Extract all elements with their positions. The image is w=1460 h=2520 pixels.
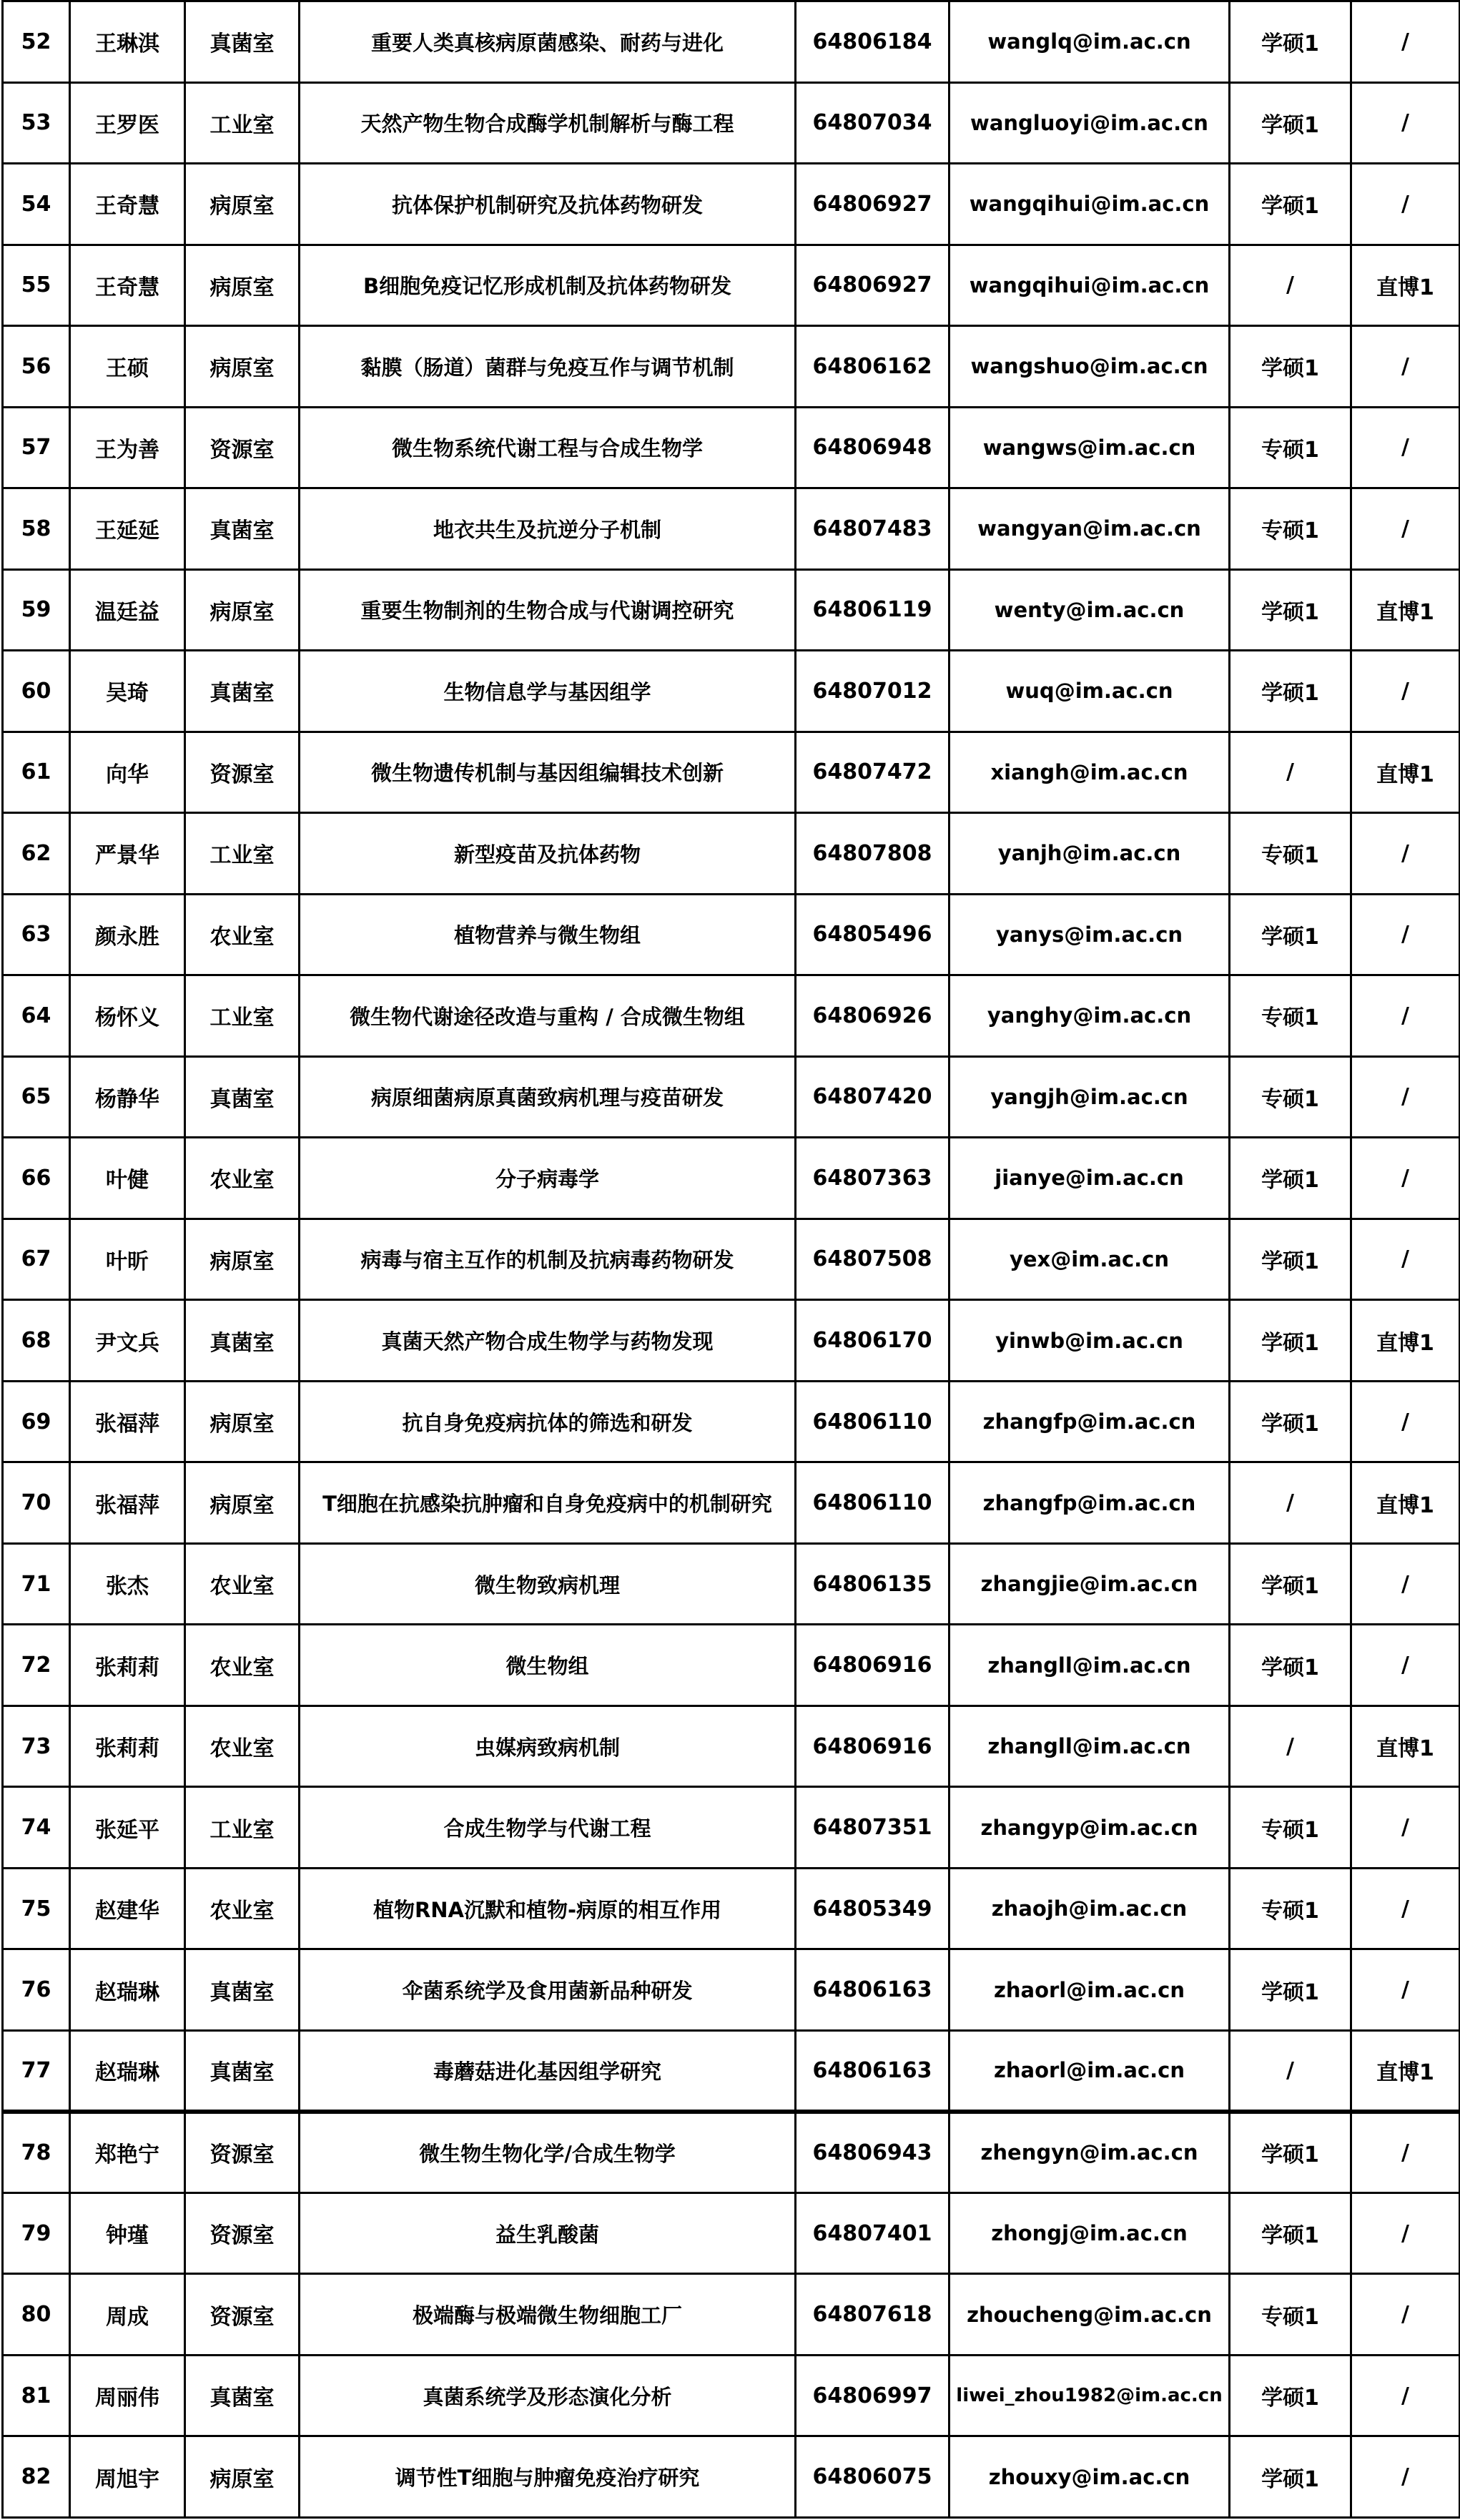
row-number-cell: 63 — [3, 894, 70, 975]
master-quota-cell: / — [1230, 245, 1351, 326]
email-cell: wangluoyi@im.ac.cn — [950, 82, 1230, 164]
department-cell: 农业室 — [185, 1543, 300, 1625]
phone-cell: 64805496 — [796, 894, 950, 975]
supervisor-name-cell: 赵建华 — [70, 1868, 185, 1949]
supervisor-name-cell: 郑艳宁 — [70, 2112, 185, 2193]
phone-cell: 64806163 — [796, 2030, 950, 2112]
master-quota-cell: 专硕1 — [1230, 2274, 1351, 2356]
row-number-cell: 52 — [3, 1, 70, 83]
research-topic-cell: 微生物系统代谢工程与合成生物学 — [300, 407, 796, 488]
row-number-cell: 64 — [3, 975, 70, 1057]
research-topic-cell: 极端酶与极端微生物细胞工厂 — [300, 2274, 796, 2356]
master-quota-cell: 专硕1 — [1230, 1056, 1351, 1138]
email-cell: wangws@im.ac.cn — [950, 407, 1230, 488]
email-cell: liwei_zhou1982@im.ac.cn — [950, 2355, 1230, 2436]
supervisor-name-cell: 张杰 — [70, 1543, 185, 1625]
row-number-cell: 53 — [3, 82, 70, 164]
master-quota-cell: 学硕1 — [1230, 1138, 1351, 1219]
table-row — [3, 894, 1460, 975]
supervisor-name-cell: 温廷益 — [70, 569, 185, 651]
row-number-cell: 80 — [3, 2274, 70, 2356]
department-cell: 真菌室 — [185, 2030, 300, 2112]
table-row — [3, 1, 1460, 83]
phone-cell: 64807034 — [796, 82, 950, 164]
research-topic-cell: 病毒与宿主互作的机制及抗病毒药物研发 — [300, 1219, 796, 1300]
phd-quota-cell: 直博1 — [1351, 569, 1460, 651]
research-topic-cell: 分子病毒学 — [300, 1138, 796, 1219]
research-topic-cell: 微生物致病机理 — [300, 1543, 796, 1625]
master-quota-cell: / — [1230, 2030, 1351, 2112]
master-quota-cell: 学硕1 — [1230, 326, 1351, 408]
phone-cell: 64806110 — [796, 1462, 950, 1544]
phd-quota-cell: 直博1 — [1351, 2030, 1460, 2112]
email-cell: zhongj@im.ac.cn — [950, 2192, 1230, 2274]
email-cell: zhouxy@im.ac.cn — [950, 2436, 1230, 2518]
phone-cell: 64806075 — [796, 2436, 950, 2518]
table-row — [3, 1787, 1460, 1869]
email-cell: zhangfp@im.ac.cn — [950, 1381, 1230, 1462]
research-topic-cell: 植物营养与微生物组 — [300, 894, 796, 975]
master-quota-cell: 学硕1 — [1230, 1219, 1351, 1300]
row-number-cell: 59 — [3, 569, 70, 651]
table-row — [3, 1949, 1460, 2031]
row-number-cell: 67 — [3, 1219, 70, 1300]
master-quota-cell: 专硕1 — [1230, 407, 1351, 488]
department-cell: 资源室 — [185, 2192, 300, 2274]
phone-cell: 64806170 — [796, 1300, 950, 1382]
phone-cell: 64807363 — [796, 1138, 950, 1219]
supervisor-name-cell: 钟瑾 — [70, 2192, 185, 2274]
phone-cell: 64806163 — [796, 1949, 950, 2031]
row-number-cell: 78 — [3, 2112, 70, 2193]
table-row — [3, 1138, 1460, 1219]
supervisor-name-cell: 王延延 — [70, 488, 185, 570]
phd-quota-cell: 直博1 — [1351, 1462, 1460, 1544]
department-cell: 农业室 — [185, 1138, 300, 1219]
supervisor-name-cell: 王琳淇 — [70, 1, 185, 83]
phd-quota-cell: / — [1351, 2192, 1460, 2274]
table-row — [3, 326, 1460, 408]
phd-quota-cell: / — [1351, 2355, 1460, 2436]
master-quota-cell: / — [1230, 732, 1351, 813]
row-number-cell: 70 — [3, 1462, 70, 1544]
supervisor-name-cell: 张福萍 — [70, 1462, 185, 1544]
supervisor-name-cell: 张福萍 — [70, 1381, 185, 1462]
row-number-cell: 60 — [3, 651, 70, 732]
row-number-cell: 77 — [3, 2030, 70, 2112]
phd-quota-cell: / — [1351, 2436, 1460, 2518]
row-number-cell: 69 — [3, 1381, 70, 1462]
master-quota-cell: / — [1230, 1706, 1351, 1787]
phd-quota-cell: / — [1351, 2274, 1460, 2356]
row-number-cell: 62 — [3, 813, 70, 895]
row-number-cell: 66 — [3, 1138, 70, 1219]
supervisor-name-cell: 赵瑞琳 — [70, 1949, 185, 2031]
row-number-cell: 73 — [3, 1706, 70, 1787]
department-cell: 资源室 — [185, 732, 300, 813]
phd-quota-cell: / — [1351, 326, 1460, 408]
table-row — [3, 2192, 1460, 2274]
phone-cell: 64806927 — [796, 245, 950, 326]
phd-quota-cell: / — [1351, 1787, 1460, 1869]
supervisor-name-cell: 周丽伟 — [70, 2355, 185, 2436]
email-cell: zhangll@im.ac.cn — [950, 1706, 1230, 1787]
table-row — [3, 569, 1460, 651]
research-topic-cell: 生物信息学与基因组学 — [300, 651, 796, 732]
supervisor-name-cell: 周成 — [70, 2274, 185, 2356]
email-cell: zhaorl@im.ac.cn — [950, 2030, 1230, 2112]
phd-quota-cell: 直博1 — [1351, 245, 1460, 326]
email-cell: yangjh@im.ac.cn — [950, 1056, 1230, 1138]
research-topic-cell: 微生物组 — [300, 1625, 796, 1706]
table-row — [3, 1543, 1460, 1625]
phone-cell: 64807483 — [796, 488, 950, 570]
phd-quota-cell: / — [1351, 1949, 1460, 2031]
phd-quota-cell: / — [1351, 1219, 1460, 1300]
table-row — [3, 488, 1460, 570]
phone-cell: 64806916 — [796, 1706, 950, 1787]
phd-quota-cell: / — [1351, 488, 1460, 570]
department-cell: 资源室 — [185, 407, 300, 488]
row-number-cell: 71 — [3, 1543, 70, 1625]
department-cell: 病原室 — [185, 326, 300, 408]
phone-cell: 64806184 — [796, 1, 950, 83]
phd-quota-cell: / — [1351, 82, 1460, 164]
department-cell: 真菌室 — [185, 1949, 300, 2031]
phone-cell: 64806948 — [796, 407, 950, 488]
department-cell: 工业室 — [185, 1787, 300, 1869]
table-body — [3, 1, 1460, 2518]
email-cell: yanghy@im.ac.cn — [950, 975, 1230, 1057]
table-row — [3, 245, 1460, 326]
research-topic-cell: 微生物生物化学/合成生物学 — [300, 2112, 796, 2193]
table-row — [3, 732, 1460, 813]
supervisor-name-cell: 张莉莉 — [70, 1706, 185, 1787]
supervisor-name-cell: 赵瑞琳 — [70, 2030, 185, 2112]
phd-quota-cell: / — [1351, 407, 1460, 488]
phd-quota-cell: / — [1351, 813, 1460, 895]
phone-cell: 64805349 — [796, 1868, 950, 1949]
phone-cell: 64806926 — [796, 975, 950, 1057]
master-quota-cell: 专硕1 — [1230, 1868, 1351, 1949]
department-cell: 农业室 — [185, 894, 300, 975]
master-quota-cell: 专硕1 — [1230, 975, 1351, 1057]
email-cell: wangqihui@im.ac.cn — [950, 245, 1230, 326]
department-cell: 真菌室 — [185, 1, 300, 83]
department-cell: 真菌室 — [185, 651, 300, 732]
phone-cell: 64806916 — [796, 1625, 950, 1706]
supervisor-name-cell: 张莉莉 — [70, 1625, 185, 1706]
phd-quota-cell: / — [1351, 1138, 1460, 1219]
master-quota-cell: 学硕1 — [1230, 569, 1351, 651]
phone-cell: 64806997 — [796, 2355, 950, 2436]
email-cell: jianye@im.ac.cn — [950, 1138, 1230, 1219]
email-cell: zhangfp@im.ac.cn — [950, 1462, 1230, 1544]
department-cell: 病原室 — [185, 569, 300, 651]
email-cell: xiangh@im.ac.cn — [950, 732, 1230, 813]
department-cell: 病原室 — [185, 1219, 300, 1300]
research-topic-cell: 黏膜（肠道）菌群与免疫互作与调节机制 — [300, 326, 796, 408]
email-cell: wangqihui@im.ac.cn — [950, 164, 1230, 245]
phone-cell: 64806119 — [796, 569, 950, 651]
research-topic-cell: 微生物遗传机制与基因组编辑技术创新 — [300, 732, 796, 813]
table-row — [3, 651, 1460, 732]
table-row — [3, 813, 1460, 895]
department-cell: 病原室 — [185, 2436, 300, 2518]
department-cell: 病原室 — [185, 1381, 300, 1462]
department-cell: 病原室 — [185, 164, 300, 245]
department-cell: 真菌室 — [185, 1300, 300, 1382]
research-topic-cell: T细胞在抗感染抗肿瘤和自身免疫病中的机制研究 — [300, 1462, 796, 1544]
phd-quota-cell: / — [1351, 1625, 1460, 1706]
table-row — [3, 1462, 1460, 1544]
research-topic-cell: 植物RNA沉默和植物-病原的相互作用 — [300, 1868, 796, 1949]
supervisor-name-cell: 吴琦 — [70, 651, 185, 732]
department-cell: 真菌室 — [185, 1056, 300, 1138]
phone-cell: 64806110 — [796, 1381, 950, 1462]
row-number-cell: 74 — [3, 1787, 70, 1869]
phone-cell: 64807472 — [796, 732, 950, 813]
master-quota-cell: 学硕1 — [1230, 1625, 1351, 1706]
table-row — [3, 82, 1460, 164]
phd-quota-cell: / — [1351, 1, 1460, 83]
email-cell: zhaojh@im.ac.cn — [950, 1868, 1230, 1949]
department-cell: 农业室 — [185, 1706, 300, 1787]
phd-quota-cell: 直博1 — [1351, 1706, 1460, 1787]
table-row — [3, 1868, 1460, 1949]
master-quota-cell: 学硕1 — [1230, 2355, 1351, 2436]
row-number-cell: 79 — [3, 2192, 70, 2274]
phone-cell: 64807420 — [796, 1056, 950, 1138]
master-quota-cell: 学硕1 — [1230, 1381, 1351, 1462]
supervisor-name-cell: 张延平 — [70, 1787, 185, 1869]
email-cell: yanys@im.ac.cn — [950, 894, 1230, 975]
phone-cell: 64806135 — [796, 1543, 950, 1625]
phd-quota-cell: / — [1351, 1381, 1460, 1462]
email-cell: yinwb@im.ac.cn — [950, 1300, 1230, 1382]
phd-quota-cell: 直博1 — [1351, 732, 1460, 813]
supervisor-name-cell: 王奇慧 — [70, 245, 185, 326]
email-cell: zhengyn@im.ac.cn — [950, 2112, 1230, 2193]
table-row — [3, 1706, 1460, 1787]
master-quota-cell: 学硕1 — [1230, 1949, 1351, 2031]
row-number-cell: 81 — [3, 2355, 70, 2436]
supervisor-name-cell: 王硕 — [70, 326, 185, 408]
table-row — [3, 2030, 1460, 2112]
table-row — [3, 2355, 1460, 2436]
phone-cell: 64807012 — [796, 651, 950, 732]
supervisor-name-cell: 王奇慧 — [70, 164, 185, 245]
research-topic-cell: 病原细菌病原真菌致病机理与疫苗研发 — [300, 1056, 796, 1138]
row-number-cell: 72 — [3, 1625, 70, 1706]
table-row — [3, 2112, 1460, 2193]
phd-quota-cell: / — [1351, 1868, 1460, 1949]
department-cell: 工业室 — [185, 975, 300, 1057]
table-row — [3, 1219, 1460, 1300]
email-cell: wuq@im.ac.cn — [950, 651, 1230, 732]
phd-quota-cell: / — [1351, 1543, 1460, 1625]
master-quota-cell: / — [1230, 1462, 1351, 1544]
research-topic-cell: 毒蘑菇进化基因组学研究 — [300, 2030, 796, 2112]
supervisor-name-cell: 向华 — [70, 732, 185, 813]
research-topic-cell: 调节性T细胞与肿瘤免疫治疗研究 — [300, 2436, 796, 2518]
master-quota-cell: 学硕1 — [1230, 1, 1351, 83]
research-topic-cell: 重要人类真核病原菌感染、耐药与进化 — [300, 1, 796, 83]
research-topic-cell: 合成生物学与代谢工程 — [300, 1787, 796, 1869]
phone-cell: 64806927 — [796, 164, 950, 245]
phone-cell: 64807351 — [796, 1787, 950, 1869]
phone-cell: 64807808 — [796, 813, 950, 895]
phd-quota-cell: / — [1351, 2112, 1460, 2193]
row-number-cell: 57 — [3, 407, 70, 488]
email-cell: wangshuo@im.ac.cn — [950, 326, 1230, 408]
department-cell: 病原室 — [185, 245, 300, 326]
table-row — [3, 975, 1460, 1057]
row-number-cell: 54 — [3, 164, 70, 245]
research-topic-cell: 抗体保护机制研究及抗体药物研发 — [300, 164, 796, 245]
email-cell: zhangjie@im.ac.cn — [950, 1543, 1230, 1625]
master-quota-cell: 专硕1 — [1230, 488, 1351, 570]
master-quota-cell: 学硕1 — [1230, 651, 1351, 732]
department-cell: 病原室 — [185, 1462, 300, 1544]
email-cell: zhangll@im.ac.cn — [950, 1625, 1230, 1706]
master-quota-cell: 专硕1 — [1230, 813, 1351, 895]
row-number-cell: 55 — [3, 245, 70, 326]
phd-quota-cell: / — [1351, 164, 1460, 245]
phone-cell: 64806162 — [796, 326, 950, 408]
email-cell: zhoucheng@im.ac.cn — [950, 2274, 1230, 2356]
master-quota-cell: 学硕1 — [1230, 894, 1351, 975]
row-number-cell: 75 — [3, 1868, 70, 1949]
research-topic-cell: 真菌系统学及形态演化分析 — [300, 2355, 796, 2436]
email-cell: zhangyp@im.ac.cn — [950, 1787, 1230, 1869]
supervisor-name-cell: 叶健 — [70, 1138, 185, 1219]
table-row — [3, 2436, 1460, 2518]
row-number-cell: 68 — [3, 1300, 70, 1382]
research-topic-cell: 地衣共生及抗逆分子机制 — [300, 488, 796, 570]
phone-cell: 64807508 — [796, 1219, 950, 1300]
email-cell: zhaorl@im.ac.cn — [950, 1949, 1230, 2031]
research-topic-cell: 微生物代谢途径改造与重构 / 合成微生物组 — [300, 975, 796, 1057]
supervisor-name-cell: 王罗医 — [70, 82, 185, 164]
table-row — [3, 1300, 1460, 1382]
research-topic-cell: 新型疫苗及抗体药物 — [300, 813, 796, 895]
supervisor-name-cell: 严景华 — [70, 813, 185, 895]
table-row — [3, 1056, 1460, 1138]
master-quota-cell: 学硕1 — [1230, 2192, 1351, 2274]
row-number-cell: 82 — [3, 2436, 70, 2518]
research-topic-cell: 益生乳酸菌 — [300, 2192, 796, 2274]
department-cell: 工业室 — [185, 82, 300, 164]
email-cell: wangyan@im.ac.cn — [950, 488, 1230, 570]
supervisor-name-cell: 叶昕 — [70, 1219, 185, 1300]
master-quota-cell: 学硕1 — [1230, 82, 1351, 164]
phone-cell: 64807618 — [796, 2274, 950, 2356]
research-topic-cell: 伞菌系统学及食用菌新品种研发 — [300, 1949, 796, 2031]
row-number-cell: 56 — [3, 326, 70, 408]
email-cell: wanglq@im.ac.cn — [950, 1, 1230, 83]
table-row — [3, 407, 1460, 488]
phone-cell: 64807401 — [796, 2192, 950, 2274]
phd-quota-cell: / — [1351, 1056, 1460, 1138]
research-topic-cell: 抗自身免疫病抗体的筛选和研发 — [300, 1381, 796, 1462]
master-quota-cell: 学硕1 — [1230, 164, 1351, 245]
email-cell: yex@im.ac.cn — [950, 1219, 1230, 1300]
master-quota-cell: 专硕1 — [1230, 1787, 1351, 1869]
master-quota-cell: 学硕1 — [1230, 2112, 1351, 2193]
research-topic-cell: 重要生物制剂的生物合成与代谢调控研究 — [300, 569, 796, 651]
department-cell: 真菌室 — [185, 2355, 300, 2436]
supervisor-name-cell: 周旭宇 — [70, 2436, 185, 2518]
table-row — [3, 2274, 1460, 2356]
department-cell: 工业室 — [185, 813, 300, 895]
master-quota-cell: 学硕1 — [1230, 1543, 1351, 1625]
research-topic-cell: 天然产物生物合成酶学机制解析与酶工程 — [300, 82, 796, 164]
department-cell: 农业室 — [185, 1868, 300, 1949]
department-cell: 资源室 — [185, 2112, 300, 2193]
phd-quota-cell: 直博1 — [1351, 1300, 1460, 1382]
phd-quota-cell: / — [1351, 651, 1460, 732]
master-quota-cell: 学硕1 — [1230, 1300, 1351, 1382]
supervisor-name-cell: 王为善 — [70, 407, 185, 488]
department-cell: 农业室 — [185, 1625, 300, 1706]
row-number-cell: 76 — [3, 1949, 70, 2031]
research-topic-cell: B细胞免疫记忆形成机制及抗体药物研发 — [300, 245, 796, 326]
table-row — [3, 1381, 1460, 1462]
phone-cell: 64806943 — [796, 2112, 950, 2193]
supervisor-name-cell: 尹文兵 — [70, 1300, 185, 1382]
supervisor-name-cell: 杨怀义 — [70, 975, 185, 1057]
row-number-cell: 61 — [3, 732, 70, 813]
supervisor-name-cell: 颜永胜 — [70, 894, 185, 975]
phd-quota-cell: / — [1351, 975, 1460, 1057]
master-quota-cell: 学硕1 — [1230, 2436, 1351, 2518]
table-row — [3, 1625, 1460, 1706]
row-number-cell: 58 — [3, 488, 70, 570]
research-topic-cell: 虫媒病致病机制 — [300, 1706, 796, 1787]
row-number-cell: 65 — [3, 1056, 70, 1138]
email-cell: wenty@im.ac.cn — [950, 569, 1230, 651]
research-topic-cell: 真菌天然产物合成生物学与药物发现 — [300, 1300, 796, 1382]
department-cell: 资源室 — [185, 2274, 300, 2356]
table-row — [3, 164, 1460, 245]
supervisor-name-cell: 杨静华 — [70, 1056, 185, 1138]
supervisor-table — [1, 0, 1460, 2519]
email-cell: yanjh@im.ac.cn — [950, 813, 1230, 895]
department-cell: 真菌室 — [185, 488, 300, 570]
phd-quota-cell: / — [1351, 894, 1460, 975]
